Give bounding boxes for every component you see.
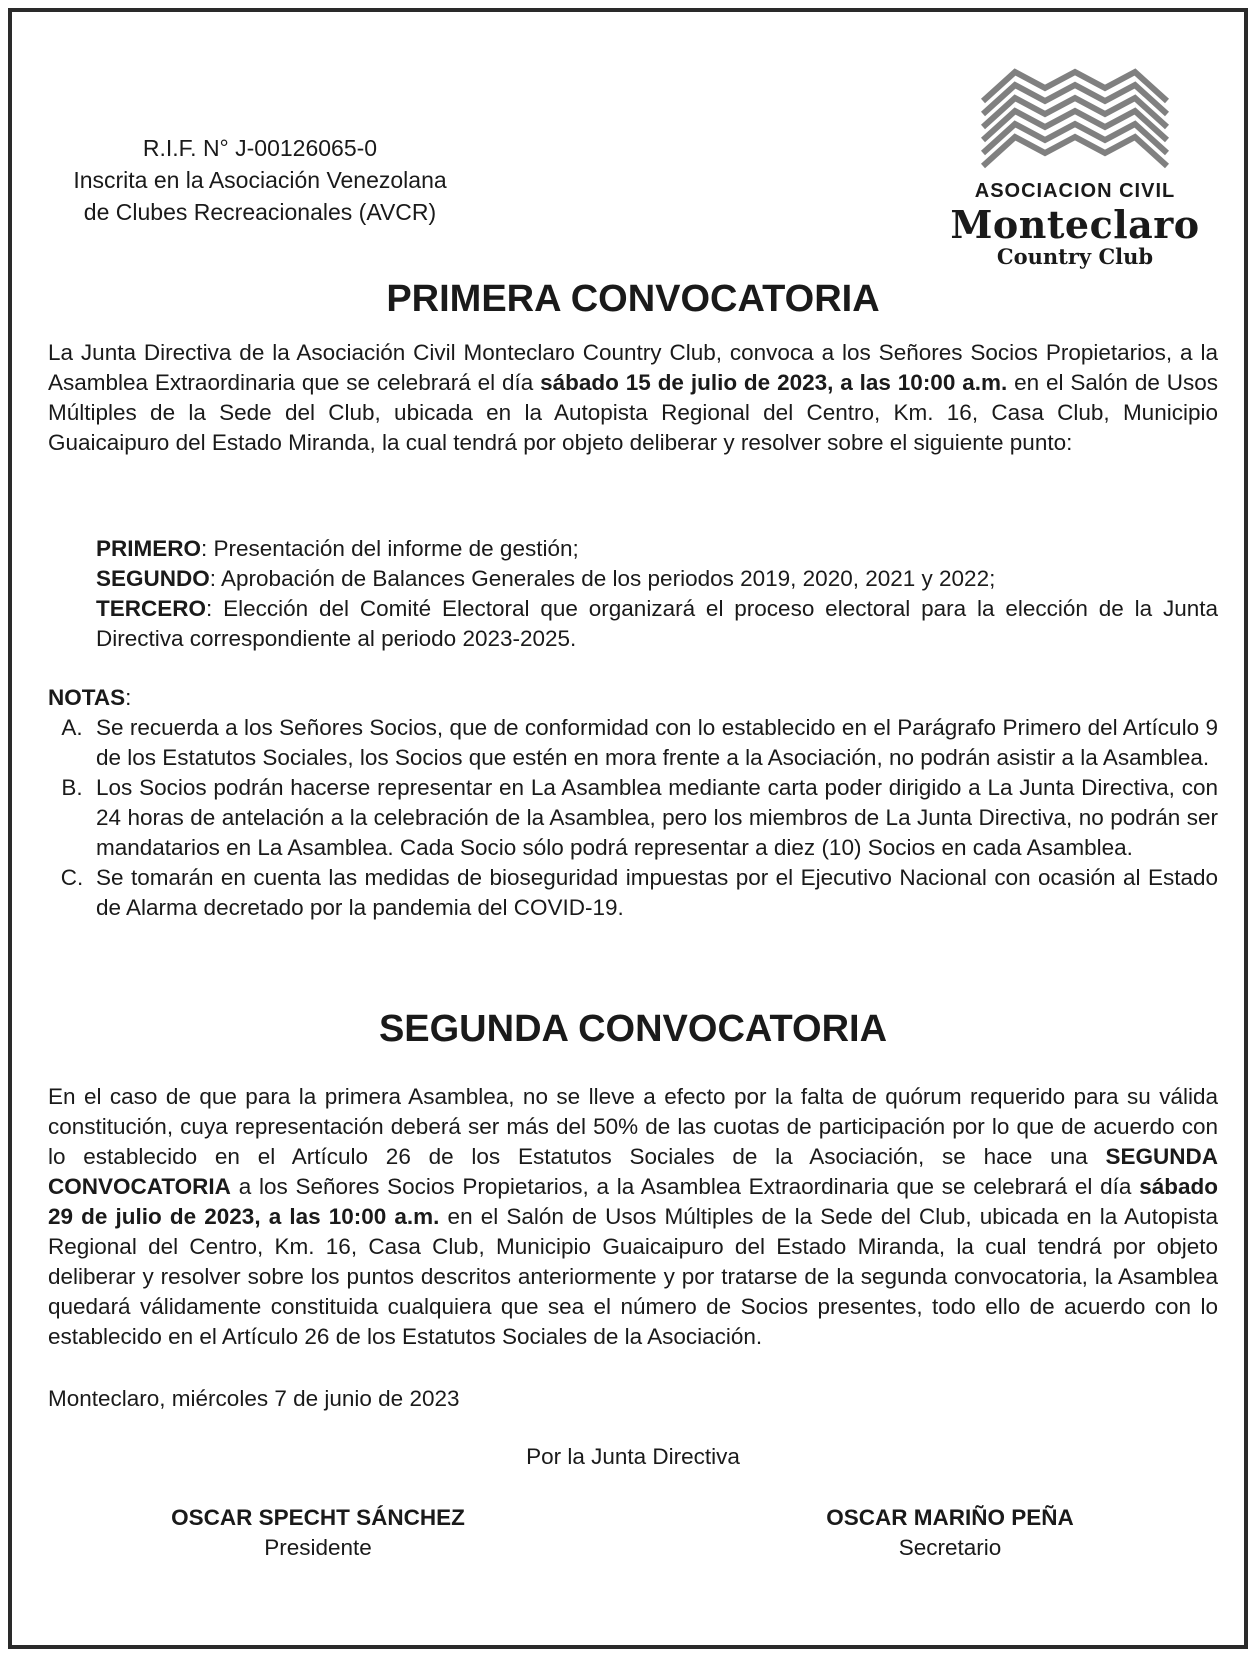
- rif-number: R.I.F. N° J-00126065-0: [142, 135, 378, 161]
- signature-heading: Por la Junta Directiva: [526, 1444, 740, 1469]
- agenda-item: TERCERO: Elección del Comité Electoral que organizará el proceso electoral para la elección de la Junta Directiva correspondiente al periodo 2023-2025.: [96, 596, 1218, 651]
- signer-name: OSCAR MARIÑO PEÑA: [826, 1505, 1074, 1530]
- rif-registration-line2: de Clubes Recreacionales (AVCR): [83, 199, 437, 225]
- document-date: Monteclaro, miércoles 7 de junio de 2023: [48, 1386, 460, 1411]
- wave-stripes-icon: [975, 66, 1175, 176]
- nota-item: B. Los Socios podrán hacerse representar en La Asamblea mediante carta poder dirigido a La Junta Directiva, con 24 horas de antelación a la celebración de la Asamblea, pero los miembros de La Junta Directiva, no podrán ser mandatarios en La Asamblea. Cada Socio sólo podrá representar a diez (10) Socios en cada Asamblea.: [61, 775, 1218, 860]
- agenda-list: [96, 534, 1218, 654]
- signer-name: OSCAR SPECHT SÁNCHEZ: [171, 1505, 465, 1530]
- agenda-item: PRIMERO: Presentación del informe de gestión;: [96, 536, 579, 561]
- rif-registration-line1: Inscrita en la Asociación Venezolana: [73, 167, 447, 193]
- signature-president: [108, 1503, 528, 1563]
- notas-list: [48, 713, 1218, 923]
- primera-title: PRIMERA CONVOCATORIA: [386, 278, 880, 320]
- segunda-body: En el caso de que para la primera Asamblea, no se lleve a efecto por la falta de quórum requerido para su válida constitución, cuya representación deberá ser más del 50% de las cuotas de participación por lo que de acuerdo con lo establecido en el Artículo 26 de los Estatutos Sociales de la Asociación, se hace una SEGUNDA CONVOCATORIA a los Señores Socios Propietarios, a la Asamblea Extraordinaria que se celebrará el día sábado 29 de julio de 2023, a las 10:00 a.m. en el Salón de Usos Múltiples de la Sede del Club, ubicada en la Autopista Regional del Centro, Km. 16, Casa Club, Municipio Guaicaipuro del Estado Miranda, la cual tendrá por objeto deliberar y resolver sobre los puntos descritos anteriormente y por tratarse de la segunda convocatoria, la Asamblea quedará válidamente constituida cualquiera que sea el número de Socios presentes, todo ello de acuerdo con lo establecido en el Artículo 26 de los Estatutos Sociales de la Asociación.: [48, 1084, 1218, 1349]
- logo-tagline: Country Club: [996, 244, 1154, 269]
- nota-item: C. Se tomarán en cuenta las medidas de bioseguridad impuestas por el Ejecutivo Nacional con ocasión al Estado de Alarma decretado por la pandemia del COVID-19.: [60, 865, 1218, 920]
- agenda-item: SEGUNDO: Aprobación de Balances Generales de los periodos 2019, 2020, 2021 y 2022;: [96, 566, 996, 591]
- segunda-title: SEGUNDA CONVOCATORIA: [378, 1008, 888, 1050]
- signer-role: Presidente: [264, 1535, 372, 1560]
- primera-intro: La Junta Directiva de la Asociación Civil Monteclaro Country Club, convoca a los Señores Socios Propietarios, a la Asamblea Extraordinaria que se celebrará el día sábado 15 de julio de 2023, a las 10:00 a.m. en el Salón de Usos Múltiples de la Sede del Club, ubicada en la Autopista Regional del Centro, Km. 16, Casa Club, Municipio Guaicaipuro del Estado Miranda, la cual tendrá por objeto deliberar y resolver sobre el siguiente punto:: [48, 340, 1218, 455]
- logo-name: Monteclaro: [950, 202, 1200, 247]
- club-logo: [905, 66, 1245, 276]
- rif-block: [40, 132, 480, 228]
- logo-subtitle: ASOCIACION CIVIL: [974, 180, 1176, 202]
- signer-role: Secretario: [898, 1535, 1002, 1560]
- nota-item: A. Se recuerda a los Señores Socios, que de conformidad con lo establecido en el Parágrafo Primero del Artículo 9 de los Estatutos Sociales, los Socios que estén en mora frente a la Asociación, no podrán asistir a la Asamblea.: [61, 715, 1218, 770]
- notas-title: NOTAS:: [48, 685, 132, 710]
- signature-secretary: [740, 1503, 1160, 1563]
